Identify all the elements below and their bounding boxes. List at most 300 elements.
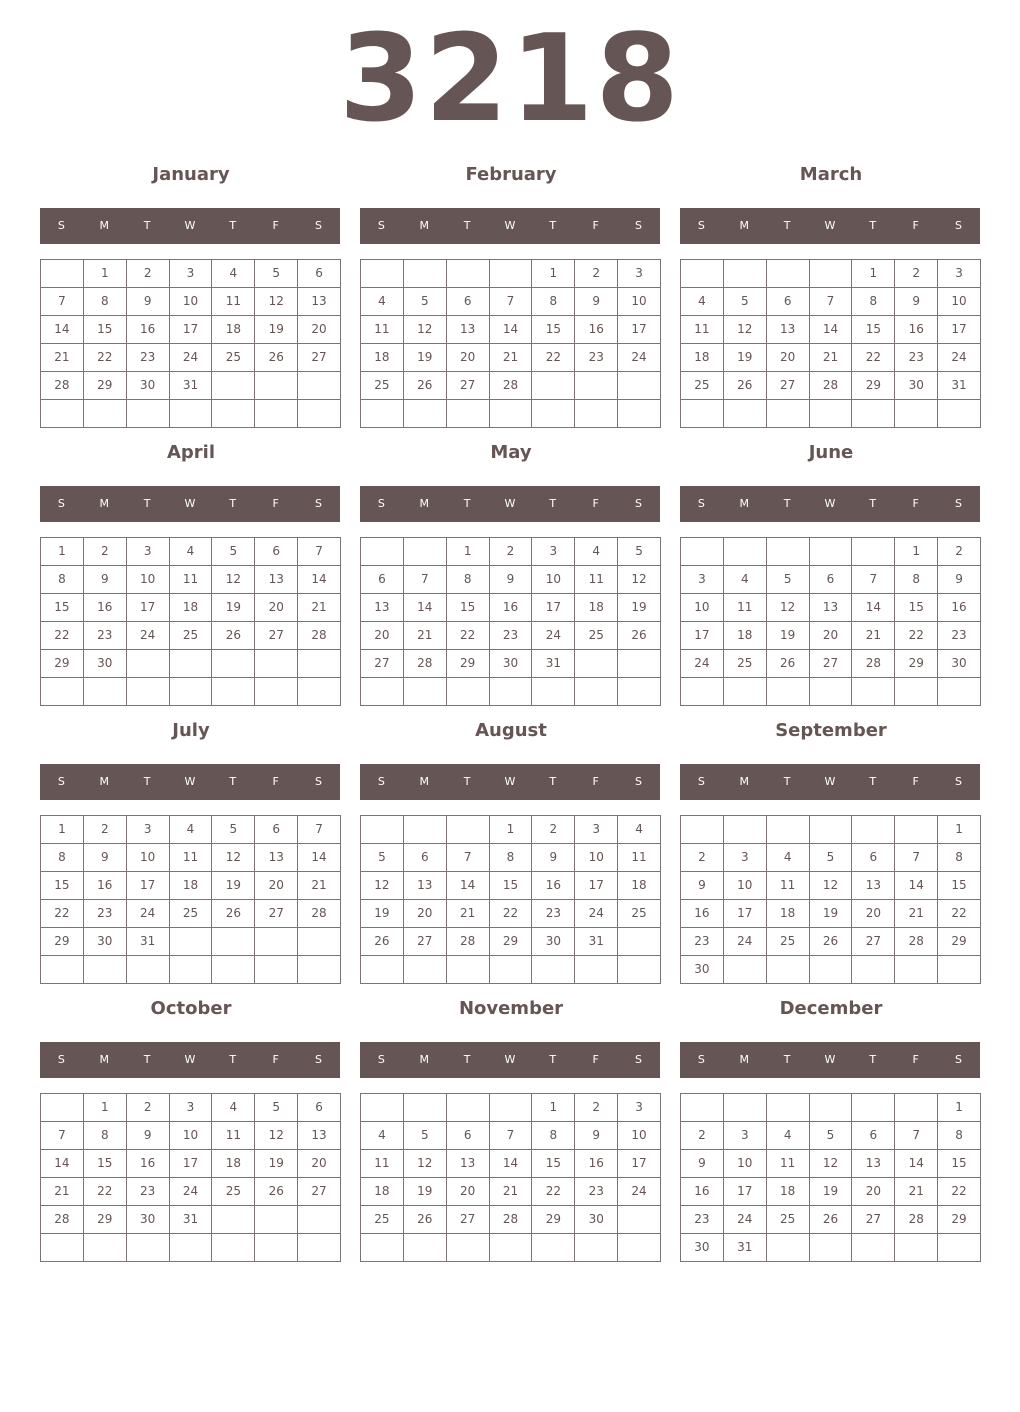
weekday-label: S [634,497,642,510]
empty-day-cell [41,1234,84,1262]
day-cell: 23 [84,622,127,650]
day-cell: 26 [255,344,298,372]
day-cell: 16 [84,872,127,900]
weekday-label: F [912,1053,919,1066]
day-cell: 11 [170,844,213,872]
day-cell: 18 [212,316,255,344]
day-cell: 29 [895,650,938,678]
day-cell: 27 [404,928,447,956]
weekday-label: S [954,775,962,788]
weekday-label: S [954,219,962,232]
day-cell: 2 [681,844,724,872]
empty-day-cell [447,400,490,428]
day-cell: 5 [404,288,447,316]
empty-day-cell [41,400,84,428]
empty-day-cell [212,956,255,984]
day-cell: 20 [447,1178,490,1206]
empty-day-cell [681,260,724,288]
day-cell: 29 [852,372,895,400]
day-cell: 24 [618,344,661,372]
day-cell: 27 [361,650,404,678]
day-cell: 31 [170,372,213,400]
weekday-label: M [739,497,750,510]
day-cell: 19 [255,1150,298,1178]
empty-day-cell [212,928,255,956]
empty-day-cell [170,678,213,706]
day-cell: 1 [41,816,84,844]
empty-day-cell [404,956,447,984]
day-cell: 10 [170,1122,213,1150]
empty-day-cell [575,956,618,984]
day-cell: 15 [41,594,84,622]
empty-day-cell [41,956,84,984]
day-cell: 18 [575,594,618,622]
weekday-label: W [184,775,196,788]
day-cell: 22 [84,1178,127,1206]
day-cell: 27 [852,1206,895,1234]
day-cell: 28 [41,372,84,400]
day-cell: 15 [447,594,490,622]
day-cell: 19 [404,344,447,372]
day-cell: 24 [618,1178,661,1206]
day-cell: 7 [895,844,938,872]
day-cell: 10 [575,844,618,872]
day-cell: 10 [127,844,170,872]
day-cell: 5 [212,538,255,566]
empty-day-cell [447,956,490,984]
day-cell: 10 [127,566,170,594]
day-cell: 4 [767,844,810,872]
day-cell: 5 [255,1094,298,1122]
day-cell: 20 [255,594,298,622]
weekday-label: T [143,497,151,510]
day-cell: 15 [490,872,533,900]
empty-day-cell [575,650,618,678]
weekday-label: S [697,1053,705,1066]
empty-day-cell [767,678,810,706]
day-cell: 11 [170,566,213,594]
day-cell: 3 [618,260,661,288]
day-cell: 3 [127,538,170,566]
day-cell: 12 [404,316,447,344]
day-cell: 30 [532,928,575,956]
day-cell: 17 [532,594,575,622]
day-grid [40,537,341,706]
day-cell: 31 [938,372,981,400]
day-cell: 26 [404,1206,447,1234]
empty-day-cell [255,956,298,984]
day-cell: 8 [447,566,490,594]
day-cell: 9 [84,844,127,872]
weekday-label: F [592,497,599,510]
empty-day-cell [298,372,341,400]
weekday-label: W [504,497,516,510]
day-cell: 12 [618,566,661,594]
day-cell: 6 [255,538,298,566]
empty-day-cell [298,956,341,984]
day-cell: 14 [298,844,341,872]
empty-day-cell [298,400,341,428]
day-cell: 28 [490,1206,533,1234]
day-cell: 3 [170,260,213,288]
empty-day-cell [852,538,895,566]
day-cell: 28 [404,650,447,678]
empty-day-cell [724,538,767,566]
day-cell: 21 [298,594,341,622]
weekday-label: M [99,497,110,510]
day-cell: 1 [490,816,533,844]
day-cell: 20 [404,900,447,928]
weekday-label: S [697,775,705,788]
day-cell: 13 [852,1150,895,1178]
day-cell: 17 [618,316,661,344]
day-cell: 10 [938,288,981,316]
day-cell: 21 [810,344,853,372]
weekday-label: S [314,219,322,232]
empty-day-cell [41,1094,84,1122]
empty-day-cell [895,678,938,706]
day-cell: 26 [255,1178,298,1206]
day-cell: 14 [447,872,490,900]
empty-day-cell [298,678,341,706]
day-cell: 21 [404,622,447,650]
day-cell: 13 [810,594,853,622]
empty-day-cell [810,400,853,428]
weekday-label: M [419,497,430,510]
day-cell: 28 [298,900,341,928]
empty-day-cell [404,400,447,428]
empty-day-cell [447,260,490,288]
empty-day-cell [84,400,127,428]
day-cell: 14 [298,566,341,594]
day-cell: 11 [724,594,767,622]
day-cell: 9 [681,872,724,900]
day-cell: 24 [724,928,767,956]
day-cell: 22 [532,1178,575,1206]
day-cell: 10 [681,594,724,622]
empty-day-cell [810,678,853,706]
empty-day-cell [681,678,724,706]
weekday-label: T [143,775,151,788]
day-cell: 22 [41,900,84,928]
empty-day-cell [127,1234,170,1262]
weekday-label: M [99,1053,110,1066]
empty-day-cell [255,400,298,428]
weekday-label: T [143,1053,151,1066]
weekday-header [360,1042,660,1078]
day-cell: 22 [41,622,84,650]
empty-day-cell [810,956,853,984]
empty-day-cell [447,678,490,706]
day-cell: 12 [255,288,298,316]
weekday-label: T [463,1053,471,1066]
empty-day-cell [361,260,404,288]
empty-day-cell [767,1234,810,1262]
empty-day-cell [212,678,255,706]
day-cell: 23 [575,1178,618,1206]
weekday-label: S [57,497,65,510]
empty-day-cell [212,1206,255,1234]
empty-day-cell [618,650,661,678]
day-cell: 26 [404,372,447,400]
day-cell: 8 [41,566,84,594]
day-cell: 22 [84,344,127,372]
weekday-label: W [504,219,516,232]
day-cell: 10 [618,1122,661,1150]
day-cell: 2 [490,538,533,566]
day-cell: 13 [298,1122,341,1150]
day-cell: 24 [938,344,981,372]
weekday-label: T [869,1053,877,1066]
empty-day-cell [938,400,981,428]
day-cell: 13 [852,872,895,900]
day-cell: 17 [724,1178,767,1206]
empty-day-cell [724,816,767,844]
empty-day-cell [298,1206,341,1234]
day-cell: 1 [41,538,84,566]
day-cell: 4 [724,566,767,594]
weekday-header [680,486,980,522]
month-title: January [152,164,230,185]
empty-day-cell [255,928,298,956]
weekday-label: W [184,1053,196,1066]
empty-day-cell [127,956,170,984]
weekday-header [40,764,340,800]
empty-day-cell [84,678,127,706]
weekday-header [360,486,660,522]
empty-day-cell [532,1234,575,1262]
day-cell: 2 [938,538,981,566]
day-cell: 27 [810,650,853,678]
weekday-label: T [869,219,877,232]
day-cell: 21 [852,622,895,650]
weekday-label: M [419,219,430,232]
day-cell: 6 [361,566,404,594]
day-cell: 13 [361,594,404,622]
day-cell: 3 [681,566,724,594]
day-cell: 12 [810,1150,853,1178]
day-cell: 30 [681,1234,724,1262]
day-cell: 2 [84,816,127,844]
empty-day-cell [255,1206,298,1234]
day-cell: 31 [575,928,618,956]
day-cell: 18 [212,1150,255,1178]
empty-day-cell [361,538,404,566]
day-cell: 9 [938,566,981,594]
day-cell: 2 [84,538,127,566]
day-cell: 10 [532,566,575,594]
day-cell: 24 [170,1178,213,1206]
day-grid [680,537,981,706]
day-cell: 13 [404,872,447,900]
day-cell: 3 [532,538,575,566]
weekday-label: M [99,775,110,788]
day-cell: 1 [84,260,127,288]
day-cell: 2 [575,1094,618,1122]
empty-day-cell [618,1206,661,1234]
day-cell: 15 [938,1150,981,1178]
empty-day-cell [575,678,618,706]
empty-day-cell [681,400,724,428]
weekday-header [360,208,660,244]
empty-day-cell [127,400,170,428]
month-title: June [808,442,854,463]
day-cell: 7 [895,1122,938,1150]
day-cell: 16 [127,316,170,344]
day-cell: 14 [41,1150,84,1178]
day-cell: 1 [938,816,981,844]
day-cell: 26 [810,928,853,956]
empty-day-cell [170,956,213,984]
empty-day-cell [170,650,213,678]
day-cell: 28 [490,372,533,400]
weekday-label: W [824,775,836,788]
empty-day-cell [724,678,767,706]
empty-day-cell [681,1094,724,1122]
empty-day-cell [575,1234,618,1262]
empty-day-cell [938,678,981,706]
weekday-label: S [377,219,385,232]
day-cell: 5 [810,1122,853,1150]
month-title: October [150,998,232,1019]
empty-day-cell [298,650,341,678]
day-cell: 15 [532,316,575,344]
month-title: March [799,164,863,185]
day-cell: 7 [447,844,490,872]
day-cell: 8 [84,288,127,316]
day-cell: 29 [490,928,533,956]
day-cell: 24 [532,622,575,650]
day-cell: 7 [810,288,853,316]
day-cell: 18 [361,344,404,372]
day-cell: 3 [127,816,170,844]
day-cell: 6 [447,288,490,316]
empty-day-cell [618,678,661,706]
day-cell: 22 [532,344,575,372]
day-cell: 18 [767,900,810,928]
day-cell: 30 [490,650,533,678]
day-cell: 1 [532,260,575,288]
weekday-label: S [634,1053,642,1066]
empty-day-cell [447,1234,490,1262]
day-cell: 18 [170,594,213,622]
day-cell: 5 [767,566,810,594]
day-cell: 15 [41,872,84,900]
day-cell: 28 [447,928,490,956]
empty-day-cell [170,400,213,428]
day-cell: 20 [298,1150,341,1178]
weekday-label: T [463,775,471,788]
empty-day-cell [724,956,767,984]
weekday-label: W [824,497,836,510]
weekday-label: S [697,497,705,510]
weekday-label: T [463,219,471,232]
day-cell: 19 [404,1178,447,1206]
day-cell: 4 [681,288,724,316]
day-cell: 24 [127,622,170,650]
day-grid [40,1093,341,1262]
weekday-label: S [954,1053,962,1066]
day-cell: 10 [170,288,213,316]
day-cell: 2 [532,816,575,844]
empty-day-cell [170,1234,213,1262]
empty-day-cell [575,372,618,400]
empty-day-cell [361,1094,404,1122]
weekday-label: M [739,775,750,788]
day-cell: 19 [212,872,255,900]
day-cell: 12 [255,1122,298,1150]
day-cell: 25 [767,928,810,956]
day-cell: 8 [852,288,895,316]
day-cell: 10 [618,288,661,316]
day-cell: 12 [212,566,255,594]
day-cell: 4 [618,816,661,844]
day-cell: 4 [170,816,213,844]
day-cell: 19 [810,1178,853,1206]
empty-day-cell [298,928,341,956]
day-cell: 26 [810,1206,853,1234]
empty-day-cell [532,956,575,984]
day-cell: 29 [41,928,84,956]
empty-day-cell [361,400,404,428]
day-cell: 25 [767,1206,810,1234]
weekday-label: W [504,1053,516,1066]
day-cell: 16 [681,1178,724,1206]
day-cell: 23 [895,344,938,372]
empty-day-cell [618,372,661,400]
day-cell: 12 [212,844,255,872]
day-cell: 4 [361,288,404,316]
empty-day-cell [127,678,170,706]
day-cell: 16 [938,594,981,622]
empty-day-cell [404,1234,447,1262]
empty-day-cell [212,1234,255,1262]
empty-day-cell [938,1234,981,1262]
empty-day-cell [767,538,810,566]
day-cell: 16 [490,594,533,622]
day-cell: 18 [681,344,724,372]
day-cell: 23 [938,622,981,650]
day-cell: 19 [810,900,853,928]
day-cell: 14 [490,1150,533,1178]
empty-day-cell [724,400,767,428]
day-cell: 21 [298,872,341,900]
empty-day-cell [84,1234,127,1262]
weekday-label: S [697,219,705,232]
empty-day-cell [895,956,938,984]
empty-day-cell [618,928,661,956]
month-title: December [779,998,883,1019]
empty-day-cell [447,1094,490,1122]
day-cell: 7 [41,288,84,316]
day-cell: 13 [298,288,341,316]
empty-day-cell [255,678,298,706]
empty-day-cell [852,678,895,706]
day-cell: 1 [84,1094,127,1122]
day-cell: 18 [361,1178,404,1206]
day-cell: 13 [447,316,490,344]
day-cell: 5 [724,288,767,316]
empty-day-cell [490,1234,533,1262]
weekday-label: W [184,219,196,232]
day-cell: 25 [212,344,255,372]
day-cell: 23 [575,344,618,372]
day-cell: 5 [618,538,661,566]
day-cell: 24 [575,900,618,928]
empty-day-cell [852,1094,895,1122]
day-cell: 9 [127,288,170,316]
empty-day-cell [852,816,895,844]
